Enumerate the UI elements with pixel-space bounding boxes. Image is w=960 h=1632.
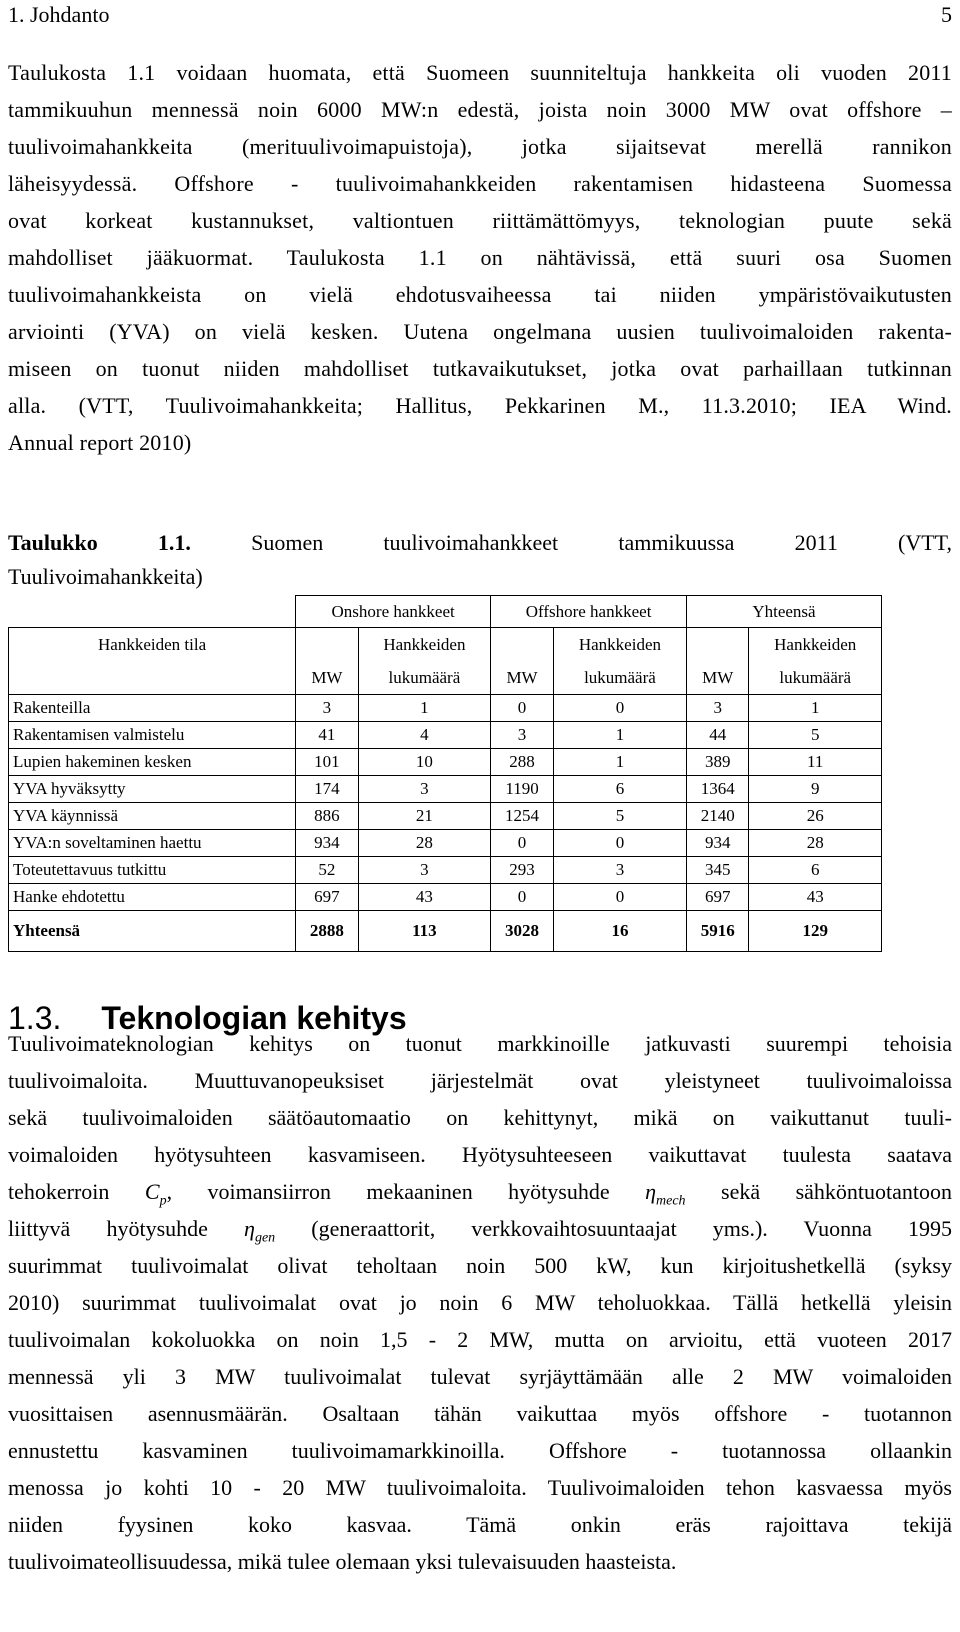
value-cell: 1 (749, 695, 882, 722)
value-cell: 886 (296, 803, 359, 830)
value-cell: 2888 (296, 911, 359, 952)
value-cell: 1 (358, 695, 490, 722)
value-cell: 0 (491, 884, 554, 911)
table-row (9, 776, 882, 803)
text-line: tuulivoimahankkeita (merituulivoimapuistoja), jotka sijaitsevat merellä rannikon (8, 134, 952, 159)
value-cell: 113 (358, 911, 490, 952)
column-header: Hankkeiden tila (9, 628, 296, 662)
value-cell: 697 (686, 884, 749, 911)
column-header: lukumäärä (553, 661, 686, 695)
value-cell: 4 (358, 722, 490, 749)
row-label-cell: YVA käynnissä (9, 803, 296, 830)
value-cell: 1190 (491, 776, 554, 803)
value-cell: 41 (296, 722, 359, 749)
text-line: miseen on tuonut niiden mahdolliset tutkavaikutukset, jotka ovat parhaillaan tutkinnan (8, 356, 952, 381)
text-line: 2010) suurimmat tuulivoimalat ovat jo noin 6 MW teholuokkaa. Tällä hetkellä yleisin (8, 1290, 952, 1315)
value-cell: 9 (749, 776, 882, 803)
value-cell: 28 (749, 830, 882, 857)
text-line: Annual report 2010) (8, 430, 192, 455)
chapter-title: 1. Johdanto (8, 2, 110, 27)
group-header: Onshore hankkeet (296, 596, 491, 628)
cp-symbol: $C_p$ (144, 1179, 167, 1209)
row-label-cell: Hanke ehdotettu (9, 884, 296, 911)
table-header-row (9, 628, 882, 662)
group-header: Offshore hankkeet (491, 596, 687, 628)
value-cell: 26 (749, 803, 882, 830)
text-line: läheisyydessä. Offshore - tuulivoimahankkeiden rakentamisen hidasteena Suomessa (8, 171, 952, 196)
text-line: niiden fyysinen koko kasvaa. Tämä onkin eräs rajoittava tekijä (8, 1512, 952, 1537)
value-cell: 0 (491, 695, 554, 722)
row-label-cell: Yhteensä (9, 911, 296, 952)
column-header: MW (296, 661, 359, 695)
text-line: tammikuuhun mennessä noin 6000 MW:n edestä, joista noin 3000 MW ovat offshore – (8, 97, 952, 122)
column-header: Hankkeiden (749, 628, 882, 662)
value-cell: 3028 (491, 911, 554, 952)
text-line: sekä tuulivoimaloiden säätöautomaatio on kehittynyt, mikä on vaikuttanut tuuli- (8, 1105, 952, 1130)
text-line: alla. (VTT, Tuulivoimahankkeita; Hallitus, Pekkarinen M., 11.3.2010; IEA Wind. (8, 393, 952, 418)
value-cell: 129 (749, 911, 882, 952)
value-cell: 1 (553, 722, 686, 749)
text-line: voimaloiden hyötysuhteen kasvamiseen. Hyötysuhteeseen vaikuttavat tuulesta saatava (8, 1142, 952, 1167)
section-number: 1.3. (8, 1000, 62, 1036)
value-cell: 6 (749, 857, 882, 884)
intro-paragraph (8, 54, 952, 461)
table-header-row (9, 661, 882, 695)
text-line: vuosittaisen asennusmäärän. Osaltaan tähän vaikuttaa myös offshore - tuotannon (8, 1401, 952, 1426)
value-cell: 1364 (686, 776, 749, 803)
table-row (9, 857, 882, 884)
eta-mech-symbol: $\eta_{mech}$ (645, 1179, 686, 1209)
value-cell: 43 (358, 884, 490, 911)
table-row (9, 803, 882, 830)
text-line: arviointi (YVA) on vielä kesken. Uutena ongelmana uusien tuulivoimaloiden rakenta- (8, 319, 952, 344)
value-cell: 28 (358, 830, 490, 857)
value-cell: 3 (491, 722, 554, 749)
eta-gen-symbol: $\eta_{gen}$ (244, 1216, 276, 1246)
section-title: Teknologian kehitys (101, 1000, 407, 1036)
table-row (9, 722, 882, 749)
page-header (8, 2, 952, 28)
table-row (9, 884, 882, 911)
text-line: liittyvä hyötysuhde $\eta_{gen}$ (generaattorit, verkkovaihtosuuntaajat yms.). Vuonna 1995 (8, 1216, 953, 1246)
value-cell: 0 (553, 830, 686, 857)
text-line: Taulukosta 1.1 voidaan huomata, että Suomeen suunniteltuja hankkeita oli vuoden 2011 (8, 60, 952, 85)
value-cell: 21 (358, 803, 490, 830)
value-cell: 10 (358, 749, 490, 776)
column-header: MW (491, 661, 554, 695)
row-label-cell: Lupien hakeminen kesken (9, 749, 296, 776)
value-cell: 16 (553, 911, 686, 952)
value-cell: 3 (553, 857, 686, 884)
text-line: tuulivoimateollisuudessa, mikä tulee olemaan yksi tulevaisuuden haasteista. (8, 1549, 677, 1574)
value-cell: 5 (553, 803, 686, 830)
body-paragraph (8, 1025, 952, 1580)
value-cell: 101 (296, 749, 359, 776)
value-cell: 5 (749, 722, 882, 749)
row-label-cell: Toteutettavuus tutkittu (9, 857, 296, 884)
value-cell: 697 (296, 884, 359, 911)
text-line: ovat korkeat kustannukset, valtiontuen riittämättömyys, teknologian puute sekä (8, 208, 952, 233)
table-row (9, 830, 882, 857)
value-cell: 44 (686, 722, 749, 749)
value-cell: 293 (491, 857, 554, 884)
text-line: tuulivoimalan kokoluokka on noin 1,5 - 2 MW, mutta on arvioitu, että vuoteen 2017 (8, 1327, 952, 1352)
value-cell: 934 (296, 830, 359, 857)
value-cell: 52 (296, 857, 359, 884)
table-caption-label: Taulukko 1.1. (8, 530, 191, 555)
value-cell: 3 (358, 776, 490, 803)
column-header: lukumäärä (358, 661, 490, 695)
table-row (9, 695, 882, 722)
value-cell: 0 (553, 884, 686, 911)
text-line: suurimmat tuulivoimalat olivat teholtaan noin 500 kW, kun kirjoitushetkellä (syksy (8, 1253, 952, 1278)
row-label-cell: YVA:n soveltaminen haettu (9, 830, 296, 857)
column-header: Hankkeiden (358, 628, 490, 662)
text-line: mennessä yli 3 MW tuulivoimalat tulevat syrjäyttämään alle 2 MW voimaloiden (8, 1364, 952, 1389)
value-cell: 288 (491, 749, 554, 776)
text-line: Tuulivoimateknologian kehitys on tuonut markkinoille jatkuvasti suurempi tehoisia (8, 1031, 952, 1056)
value-cell: 0 (491, 830, 554, 857)
table-row (9, 749, 882, 776)
page-number: 5 (941, 2, 952, 27)
value-cell: 934 (686, 830, 749, 857)
row-label-cell: YVA hyväksytty (9, 776, 296, 803)
value-cell: 3 (296, 695, 359, 722)
table-caption-text-2: Tuulivoimahankkeita) (8, 564, 203, 589)
value-cell: 3 (686, 695, 749, 722)
table-total-row (9, 911, 882, 952)
table-caption-text: Suomen tuulivoimahankkeet tammikuussa 2011 (VTT, (251, 530, 952, 555)
value-cell: 1 (553, 749, 686, 776)
value-cell: 345 (686, 857, 749, 884)
table-caption (8, 526, 952, 594)
value-cell: 11 (749, 749, 882, 776)
value-cell: 389 (686, 749, 749, 776)
text-line: ennustettu kasvaminen tuulivoimamarkkinoilla. Offshore - tuotannossa ollaankin (8, 1438, 952, 1463)
projects-table (8, 595, 882, 952)
value-cell: 3 (358, 857, 490, 884)
text-line: tehokerroin $C_p$, voimansiirron mekaaninen hyötysuhde $\eta_{mech}$ sekä sähköntuotantoon (8, 1179, 952, 1209)
group-header: Yhteensä (686, 596, 881, 628)
column-header: Hankkeiden (553, 628, 686, 662)
text-line: mahdolliset jääkuormat. Taulukosta 1.1 on nähtävissä, että suuri osa Suomen (8, 245, 952, 270)
column-header: lukumäärä (749, 661, 882, 695)
value-cell: 0 (553, 695, 686, 722)
text-line: tuulivoimahankkeista on vielä ehdotusvaiheessa tai niiden ympäristövaikutusten (8, 282, 952, 307)
value-cell: 174 (296, 776, 359, 803)
value-cell: 43 (749, 884, 882, 911)
table-header-row (9, 596, 882, 628)
row-label-cell: Rakentamisen valmistelu (9, 722, 296, 749)
value-cell: 5916 (686, 911, 749, 952)
value-cell: 6 (553, 776, 686, 803)
row-label-cell: Rakenteilla (9, 695, 296, 722)
value-cell: 2140 (686, 803, 749, 830)
text-line: menossa jo kohti 10 - 20 MW tuulivoimaloita. Tuulivoimaloiden tehon kasvaessa myös (8, 1475, 952, 1500)
value-cell: 1254 (491, 803, 554, 830)
text-line: tuulivoimaloita. Muuttuvanopeuksiset järjestelmät ovat yleistyneet tuulivoimaloissa (8, 1068, 952, 1093)
column-header: MW (686, 661, 749, 695)
